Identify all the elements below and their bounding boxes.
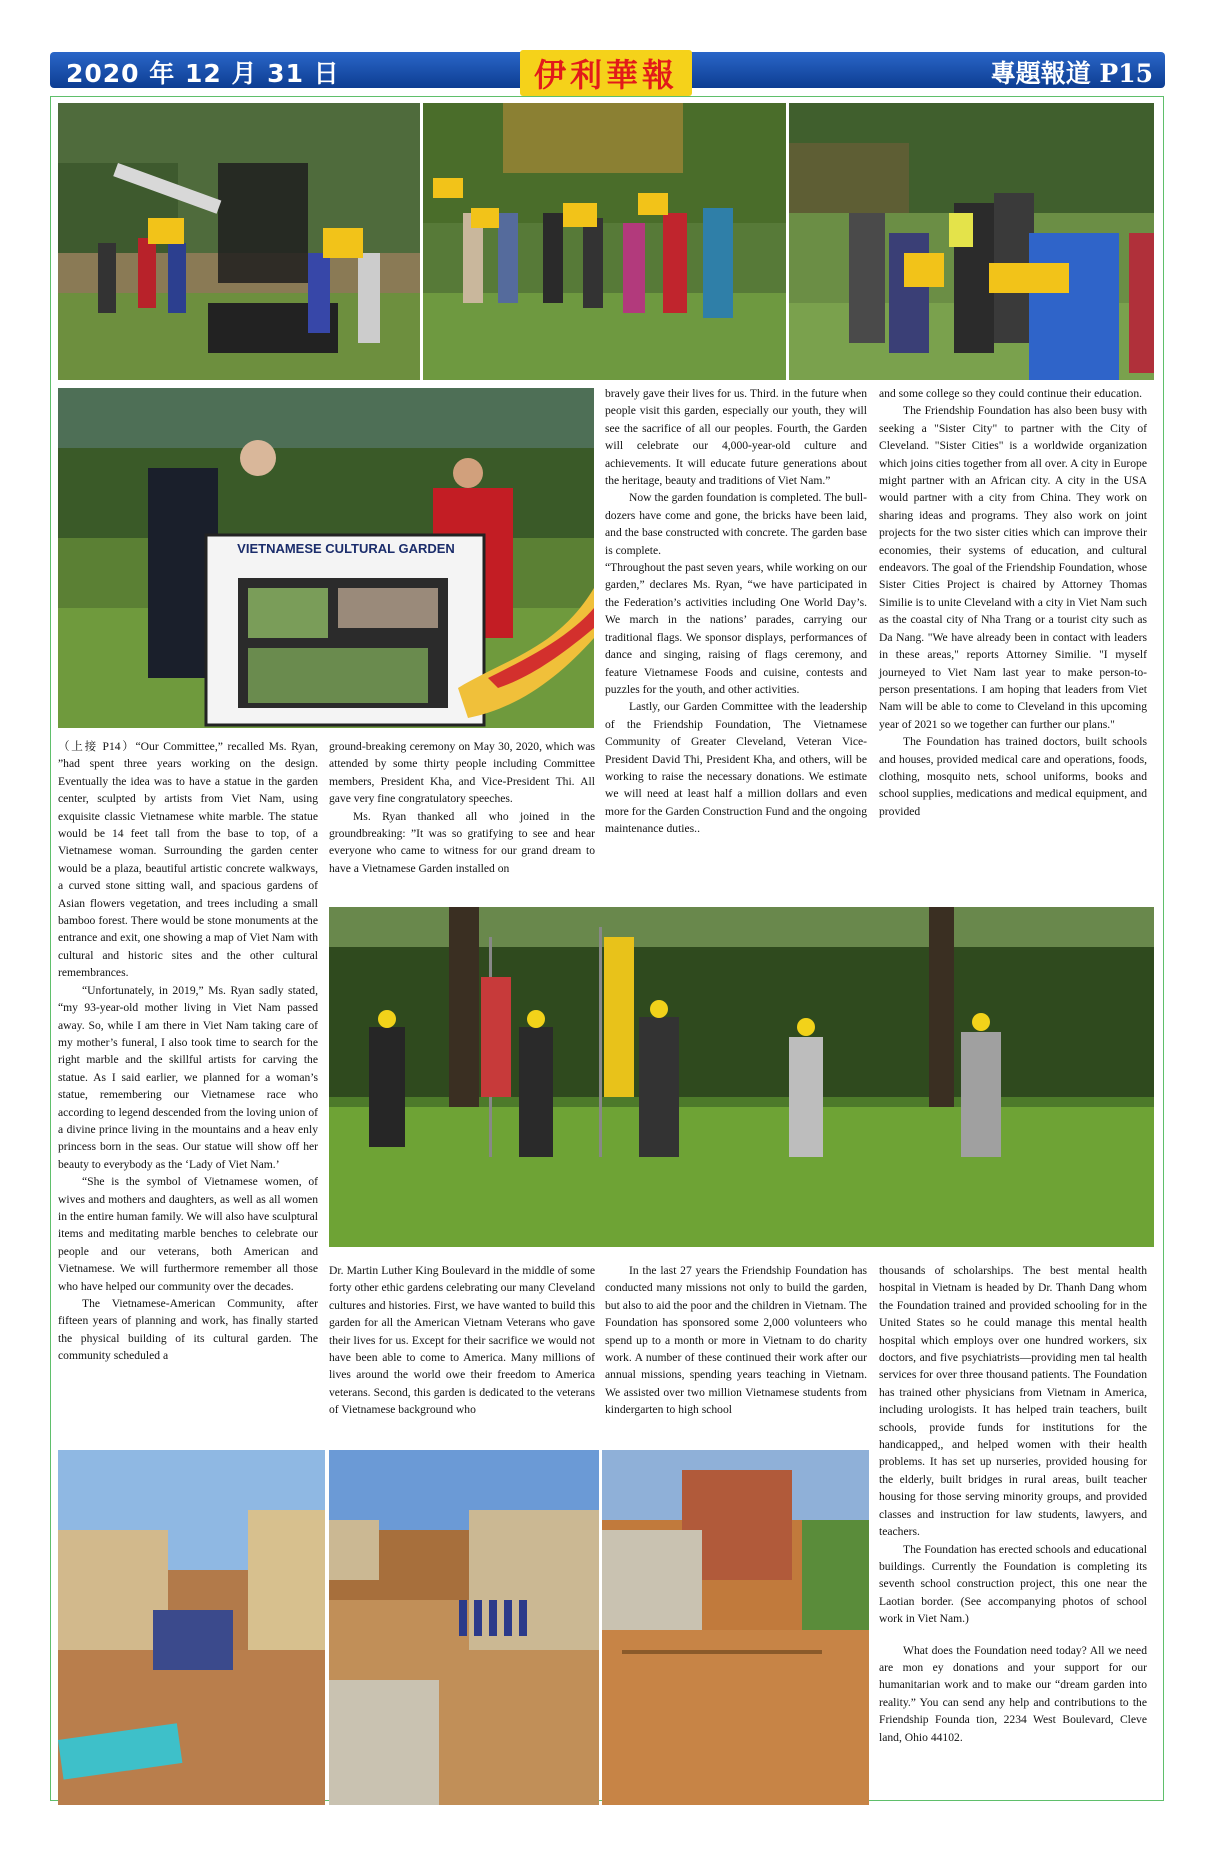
article-column-2-bottom (329, 1262, 595, 1419)
paragraph: Lastly, our Garden Committee with the leadership of the Friendship Foundation, The Vietnamese Community of Greater Cleveland, Veteran Vice-President David Thi, President Kha, and others, will be working to raise the necessary donations. We estimate we will need at least half a million dollars and even more for the Garden Construction Fund and the ongoing maintenance duties.. (605, 700, 867, 836)
paragraph: The Friendship Foundation has also been busy with seeking a "Sister City" to partner with the City of Cleveland. "Sister Cities" is a worldwide organization which joins cities together from all over. A city in Europe might partner with an African city. A city in the USA would partner with a city from China. They work on sharing ideas and programs. They also work on joint projects for the two sister cities which can improve their economies, their systems of education, and cultural endeavors. The goal of the Friendship Foundation, whose Sister Cities Project is chaired by Attorney Thomas Similie is to unite Cleveland with a city in Viet Nam such as the coastal city of Nha Trang or a tourist city such as Da Nang. "We have already been in contact with leaders in these areas," reports Attorney Similie. "I myself journeyed to Viet Nam last year to make person-to-person presentations. I am hoping that leaders from Viet Nam will be able to come to Cleveland in this upcoming year of 2021 so we together can further our plans." (879, 404, 1147, 731)
garden-board-title: VIETNAMESE CULTURAL GARDEN (237, 541, 455, 556)
article-column-2-top (329, 738, 595, 877)
photo-cultural-garden-board (58, 388, 594, 728)
photo-school-construction-2 (329, 1450, 599, 1805)
paragraph: Ms. Ryan thanked all who joined in the groundbreaking: ”It was so gratifying to see and hear everyone who came to witness for our grand dream to have a Vietnamese Garden installed on (329, 809, 595, 875)
paragraph: In the last 27 years the Friendship Foundation has conducted many missions not only to build the garden, but also to aid the poor and the children in Vietnam. The Foundation has sponsored some 2,000 volunteers who spend up to a month or more in Vietnam to do charity work. A number of these continued their work after our annual missions, spending years teaching in Vietnam. We assisted over two million Vietnamese students from kindergarten to high school (605, 1264, 867, 1417)
photo-group-flags-right (789, 103, 1154, 380)
paragraph: Dr. Martin Luther King Boulevard in the middle of some forty other ethic gardens celebrating our many Cleveland cultures and histories. First, we have wanted to build this garden for all the American Vietnam Veterans who gave their lives for us. Except for their sacrifice we would not have been able to come to America. Many millions of lives around the world owe their freedom to America veterans. Second, this garden is dedicated to the veterans of Vietnamese background who (329, 1264, 595, 1417)
paragraph: What does the Foundation need today? All we need are mon ey donations and your support for our humanitarian work and to make our “dream garden into reality.” You can send any help and contributions to the Friendship Founda tion, 2234 West Boulevard, Cleve land, Ohio 44102. (879, 1643, 1147, 1744)
article-column-1 (58, 738, 318, 1365)
article-column-4-bottom (879, 1262, 1147, 1746)
photo-groundbreaking-excavator (58, 103, 420, 380)
photo-groundbreaking-shovels (329, 907, 1154, 1247)
masthead: 伊利華報 (520, 50, 692, 96)
paragraph: The Foundation has erected schools and educational buildings. Currently the Foundation is completing its seventh school construction project, this one near the Laotian border. (See accompanying photos of school work in Viet Nam.) (879, 1542, 1147, 1626)
paragraph: The Foundation has trained doctors, built schools and houses, provided medical care and operations, foods, clothing, mosquito nets, school uniforms, books and school supplies, medications and medical equipment, and provided (879, 735, 1147, 818)
paragraph: bravely gave their lives for us. Third. in the future when people visit this garden, especially our youth, they will see the sacrifice of all our peoples. Fourth, the Garden will celebrate our 4,000-year-old culture and achievements. It will educate future generations about the heritage, beauty and traditions of Viet Nam.” (605, 387, 867, 488)
paragraph: thousands of scholarships. The best mental health hospital in Vietnam is headed by Dr. Thanh Dang whom the Foundation trained and provided schooling for in the United States so he could manage this mental health hospital which employs over one hundred workers, six doctors, and five psychiatrists—providing men tal health services for over three thousand patients. The Foundation has trained other physicians from Vietnam in America, including urologists. It has helped train teachers, built schools, provide funds for institutions for the handicapped,, and helped women with their health problems. It has set up nurseries, provided housing for the elderly, built bridges in rural areas, built teacher housing for those serving minority groups, and provided classes and instruction for law students, lawyers, and teachers. (879, 1264, 1147, 1539)
paragraph: “She is the symbol of Vietnamese women, of wives and mothers and daughters, as well as all women in the entire human family. We will also have sculptural items and meditating marble benches to celebrate our people and our veterans, both American and Vietnamese. We will furthermore remember all those who have helped our community over the decades. (58, 1175, 318, 1293)
article-column-4-top (879, 385, 1147, 820)
photo-group-flags-center (423, 103, 786, 380)
issue-date: 2020 年 12 月 31 日 (66, 59, 340, 88)
article-column-3-bottom (605, 1262, 867, 1419)
paragraph: The Vietnamese-American Community, after fifteen years of planning and work, has finally started the physical building of its cultural garden. The community scheduled a (58, 1297, 318, 1363)
paragraph: （上接 P14）“Our Committee,” recalled Ms. Ryan, ”had spent three years working on the design. Eventually the idea was to have a statue in the garden center, sculpted by artists from Viet Nam, using exquisite classic Vietnamese white marble. The statue would be 14 feet tall from the base to top, of a Vietnamese woman. Surrounding the garden center would be a plaza, beautiful artistic concrete walkways, a curved stone sitting wall, and spacious gardens of Asian flowers vegetation, and trees including a small bamboo forest. There would be stone monuments at the entrance and exit, one showing a map of Viet Nam with cultural and historic sites and the other cultural remembrances. (58, 740, 318, 980)
page-header (50, 52, 1165, 94)
paragraph: ground-breaking ceremony on May 30, 2020, which was attended by some thirty people including Committee members, President Kha, and Vice-President Thi. All gave very fine congratulatory speeches. (329, 740, 595, 806)
paragraph: Now the garden foundation is completed. The bull-dozers have come and gone, the bricks have been laid, and the base constructed with concrete. The garden base is complete. (605, 491, 867, 557)
paragraph: “Unfortunately, in 2019,” Ms. Ryan sadly stated, “my 93-year-old mother living in Viet Nam passed away. So, while I am there in Viet Nam taking care of my mother’s funeral, I also took time to search for the right marble and the skillful artists for carving the statue. As I said earlier, we planned for a woman’s statue, remembering our Vietnamese race who according to legend descended from the loving union of a divine prince living in the mountains and a heav enly princess born in the seas. Our statue will show off her beauty to everybody as the ‘Lady of Viet Nam.’ (58, 983, 318, 1171)
article-column-3-top (605, 385, 867, 838)
photo-school-construction-1 (58, 1450, 325, 1805)
section-page-label: 專題報道 P15 (990, 59, 1153, 88)
paragraph: “Throughout the past seven years, while working on our garden,” declares Ms. Ryan, “we have participated in the Federation’s activities including One World Day’s. We march in the nations’ parades, carrying our traditional flags. We sponsor displays, performances of dance and singing, raising of flags ceremony, and feature Vietnamese Foods and cuisine, contests and puzzles for the youth, and other activities. (605, 561, 867, 696)
photo-school-construction-3 (602, 1450, 869, 1805)
paragraph: and some college so they could continue their education. (879, 387, 1143, 400)
